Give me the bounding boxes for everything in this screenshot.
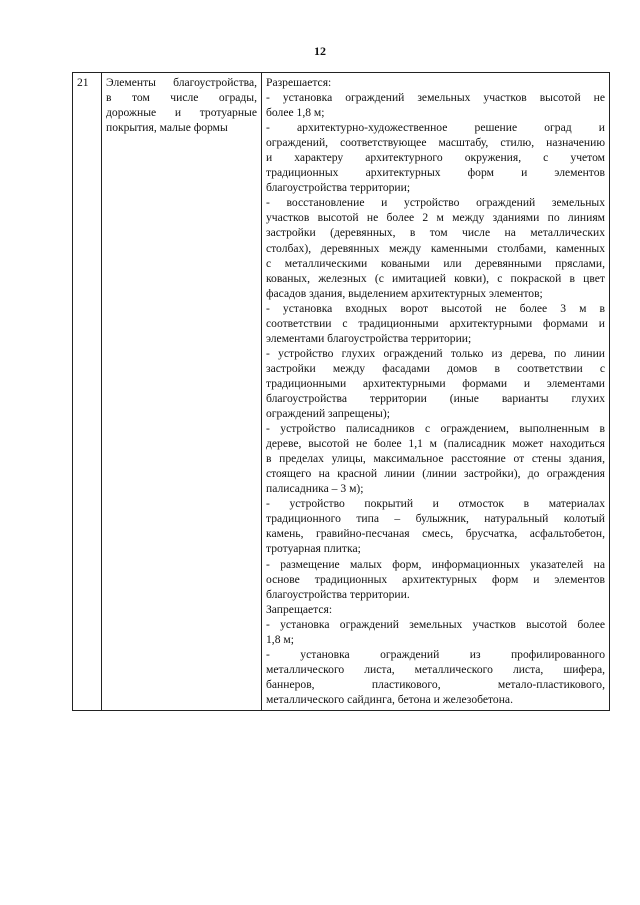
rule-line: - размещение малых форм, информационных указателей на xyxy=(266,557,605,571)
rules-cell xyxy=(262,73,610,711)
page-number: 12 xyxy=(314,44,326,58)
rule-line: участков высотой не более 2 м между зданиями по линиям xyxy=(266,211,605,225)
rule-line: - устройство палисадников с ограждением, выполненным в xyxy=(266,422,605,436)
prohibited-heading: Запрещается: xyxy=(266,602,333,616)
rule-line: кованых, железных (с имитацией ковки), с покраской в цвет xyxy=(266,271,605,285)
element-line: Элементы благоустройства, xyxy=(106,76,257,89)
rule-line: - установка ограждений из профилированного xyxy=(266,647,605,661)
rule-line: с металлическими коваными или деревянными пряслами, xyxy=(266,256,605,270)
rule-line: баннеров, пластикового, метало-пластикового, xyxy=(266,677,605,691)
table-row xyxy=(73,73,610,711)
rule-line: фасадов здания, выделением архитектурных элементов; xyxy=(266,286,543,300)
rule-line: благоустройства территории. xyxy=(266,587,410,601)
rule-line: благоустройства территории; xyxy=(266,181,411,195)
rule-line: - архитектурно-художественное решение оград и xyxy=(266,121,605,135)
rule-line: камень, гравийно-песчаная смесь, брусчатка, асфальтобетон, xyxy=(266,527,605,541)
element-cell xyxy=(102,73,262,711)
element-line: дорожные и тротуарные xyxy=(106,106,257,120)
rule-line: в пределах улицы, максимальное расстояние от стены здания, xyxy=(266,452,605,466)
rule-line: традиционных архитектурных форм и элементов xyxy=(266,166,605,180)
rule-line: соответствии с традиционными архитектурными формами и xyxy=(266,316,605,330)
rule-line: - восстановление и устройство ограждений земельных xyxy=(266,196,605,210)
rule-line: ограждений, соответствующее масштабу, стилю, назначению xyxy=(266,136,605,150)
rule-line: элементами благоустройства территории; xyxy=(266,331,472,345)
rule-line: застройки между фасадами домов в соответствии с xyxy=(266,361,605,375)
rule-line: традиционными архитектурными формами и элементами xyxy=(266,376,605,390)
rule-line: - установка ограждений земельных участков высотой более xyxy=(266,617,605,631)
row-number-cell: 21 xyxy=(73,73,102,711)
rule-line: стоящего на красной линии (линии застройки), до ограждения xyxy=(266,467,605,481)
rule-line: более 1,8 м; xyxy=(266,106,325,120)
element-line: в том числе ограды, xyxy=(106,91,257,105)
rule-line: столбах), деревянных между каменными столбами, каменных xyxy=(266,241,605,255)
rule-line: - устройство покрытий и отмосток в материалах xyxy=(266,497,605,511)
rule-line: 1,8 м; xyxy=(266,632,294,646)
rule-line: благоустройства территории (иные варианты глухих xyxy=(266,391,605,405)
rule-line: тротуарная плитка; xyxy=(266,542,361,556)
rule-line: - устройство глухих ограждений только из дерева, по линии xyxy=(266,346,605,360)
rule-line: металлического сайдинга, бетона и железобетона. xyxy=(266,692,513,706)
rule-line: традиционного типа – булыжник, натуральный колотый xyxy=(266,512,605,526)
rule-line: палисадника – 3 м); xyxy=(266,482,364,496)
rule-line: металлического листа, металлического листа, шифера, xyxy=(266,662,605,676)
rule-line: - установка ограждений земельных участков высотой не xyxy=(266,91,605,105)
rule-line: дереве, высотой не более 1,1 м (палисадник может находиться xyxy=(266,437,605,451)
permitted-heading: Разрешается: xyxy=(266,76,332,89)
rule-line: ограждений запрещены); xyxy=(266,407,390,421)
rule-line: застройки (деревянных, в том числе на металлических xyxy=(266,226,605,240)
element-line: покрытия, малые формы xyxy=(106,121,228,135)
regulations-table xyxy=(72,72,610,711)
rule-line: и характеру архитектурного окружения, с учетом xyxy=(266,151,605,165)
rule-line: основе традиционных архитектурных форм и элементов xyxy=(266,572,605,586)
rule-line: - установка входных ворот высотой не более 3 м в xyxy=(266,301,605,315)
